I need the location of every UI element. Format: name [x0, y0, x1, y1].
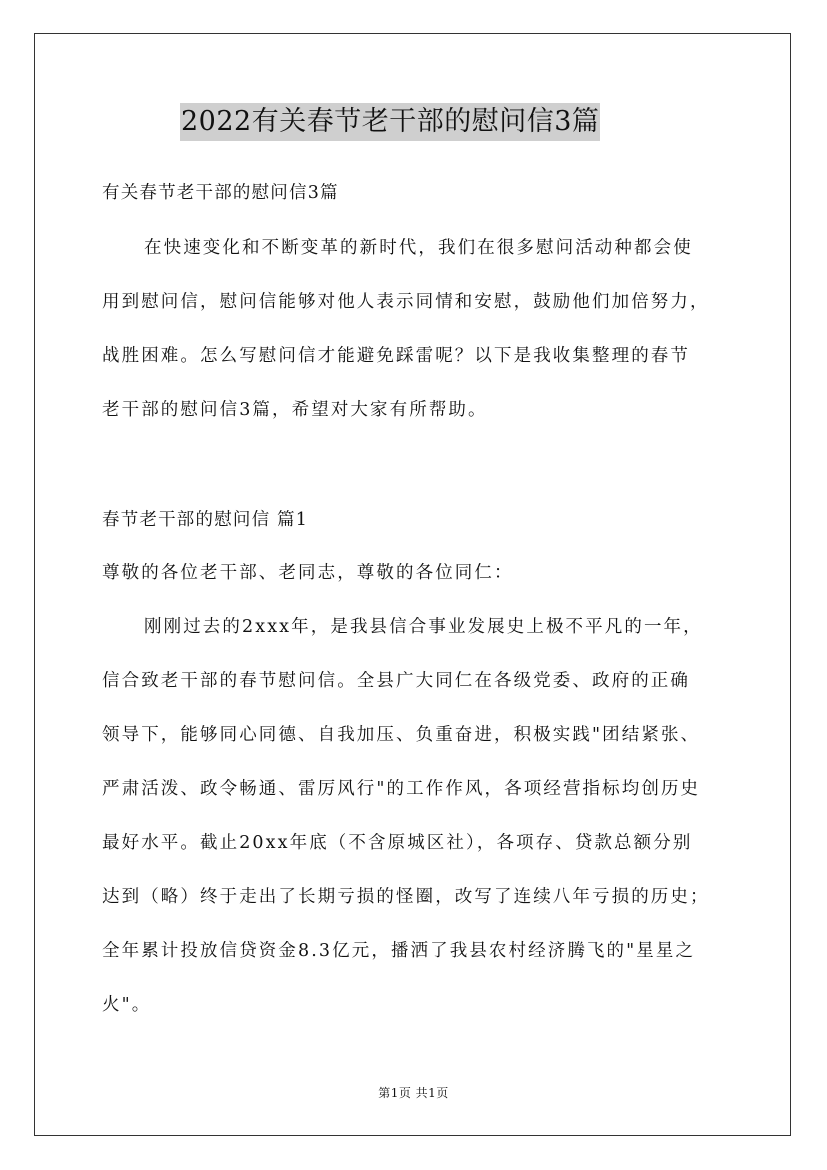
salutation: 尊敬的各位老干部、老同志，尊敬的各位同仁：	[102, 563, 514, 583]
body-line: 最好水平。截止20xx年底（不含原城区社），各项存、贷款总额分别	[102, 833, 693, 853]
page-footer: 第1页 共1页	[378, 1086, 449, 1100]
body-line: 领导下，能够同心同德、自我加压、负重奋进，积极实践"团结紧张、	[102, 725, 701, 745]
body-line: 全年累计投放信贷资金8.3亿元，播洒了我县农村经济腾飞的"星星之	[102, 941, 696, 961]
body-line: 刚刚过去的2xxx年，是我县信合事业发展史上极不平凡的一年，	[144, 617, 703, 637]
body-line: 信合致老干部的春节慰问信。全县广大同仁在各级党委、政府的正确	[102, 671, 690, 691]
document-title: 2022有关春节老干部的慰问信3篇	[180, 103, 600, 141]
intro-line: 用到慰问信，慰问信能够对他人表示同情和安慰，鼓励他们加倍努力，	[102, 292, 710, 312]
body-line: 严肃活泼、政令畅通、雷厉风行"的工作作风，各项经营指标均创历史	[102, 779, 701, 799]
body-line: 火"。	[102, 995, 152, 1015]
intro-line: 战胜困难。怎么写慰问信才能避免踩雷呢？以下是我收集整理的春节	[102, 346, 690, 366]
intro-line: 在快速变化和不断变革的新时代，我们在很多慰问活动种都会使	[144, 238, 693, 258]
intro-line: 老干部的慰问信3篇，希望对大家有所帮助。	[102, 400, 488, 420]
body-line: 达到（略）终于走出了长期亏损的怪圈，改写了连续八年亏损的历史；	[102, 887, 710, 907]
document-subtitle: 有关春节老干部的慰问信3篇	[102, 183, 339, 203]
section-heading: 春节老干部的慰问信 篇1	[102, 510, 309, 530]
